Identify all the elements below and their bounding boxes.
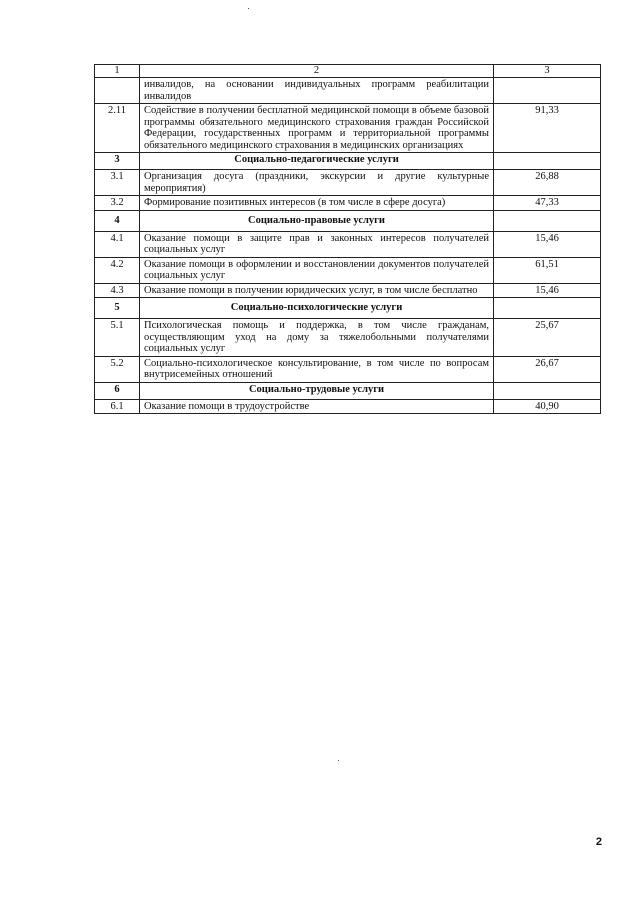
section-number: 5: [95, 298, 140, 319]
section-empty-cell: [494, 298, 601, 319]
service-name: Содействие в получении бесплатной медицинской помощи в объеме базовой программы обязательного медицинского страхования граждан Российской Федерации, государственных программ и территориальной программы обязательного медицинского страхования в медицинских организациях: [140, 104, 494, 153]
column-number-row: [95, 65, 601, 78]
row-number: 4.3: [95, 283, 140, 298]
service-price: 25,67: [494, 319, 601, 357]
service-price: 26,67: [494, 356, 601, 382]
service-name: Оказание помощи в получении юридических услуг, в том числе бесплатно: [140, 283, 494, 298]
table-row: [95, 78, 601, 104]
scan-speck: [338, 760, 339, 761]
service-name: Организация досуга (праздники, экскурсии и другие культурные мероприятия): [140, 170, 494, 196]
section-title: Социально-психологические услуги: [140, 298, 494, 319]
service-name: Социально-психологическое консультирование, в том числе по вопросам внутрисемейных отношений: [140, 356, 494, 382]
service-name: Психологическая помощь и поддержка, в том числе гражданам, осуществляющим уход на дому за тяжелобольными получателями социальных услуг: [140, 319, 494, 357]
section-number: 4: [95, 210, 140, 231]
section-title: Социально-педагогические услуги: [140, 153, 494, 170]
table-row: [95, 104, 601, 153]
service-price: 26,88: [494, 170, 601, 196]
table-row: [95, 283, 601, 298]
scan-speck: [248, 8, 249, 9]
column-number-3: 3: [494, 65, 601, 78]
service-price: 91,33: [494, 104, 601, 153]
row-number: 3.2: [95, 196, 140, 211]
section-empty-cell: [494, 153, 601, 170]
service-price: 15,46: [494, 283, 601, 298]
section-number: 3: [95, 153, 140, 170]
row-number: 6.1: [95, 399, 140, 414]
section-row: [95, 298, 601, 319]
row-number: 2.11: [95, 104, 140, 153]
service-price: 47,33: [494, 196, 601, 211]
section-number: 6: [95, 382, 140, 399]
services-tariff-table: [94, 64, 601, 414]
page-number: 2: [595, 836, 602, 848]
row-number: [95, 78, 140, 104]
service-name: Оказание помощи в защите прав и законных интересов получателей социальных услуг: [140, 231, 494, 257]
section-row: [95, 382, 601, 399]
service-price: [494, 78, 601, 104]
section-title: Социально-правовые услуги: [140, 210, 494, 231]
table-row: [95, 196, 601, 211]
table-row: [95, 257, 601, 283]
service-name: инвалидов, на основании индивидуальных программ реабилитации инвалидов: [140, 78, 494, 104]
service-price: 61,51: [494, 257, 601, 283]
column-number-2: 2: [140, 65, 494, 78]
service-price: 15,46: [494, 231, 601, 257]
service-name: Оказание помощи в оформлении и восстановлении документов получателей социальных услуг: [140, 257, 494, 283]
row-number: 4.2: [95, 257, 140, 283]
table-row: [95, 231, 601, 257]
column-number-1: 1: [95, 65, 140, 78]
section-empty-cell: [494, 210, 601, 231]
section-row: [95, 210, 601, 231]
section-title: Социально-трудовые услуги: [140, 382, 494, 399]
table-row: [95, 356, 601, 382]
row-number: 3.1: [95, 170, 140, 196]
row-number: 4.1: [95, 231, 140, 257]
service-name: Оказание помощи в трудоустройстве: [140, 399, 494, 414]
service-price: 40,90: [494, 399, 601, 414]
row-number: 5.1: [95, 319, 140, 357]
section-row: [95, 153, 601, 170]
table-row: [95, 170, 601, 196]
table-row: [95, 319, 601, 357]
row-number: 5.2: [95, 356, 140, 382]
service-name: Формирование позитивных интересов (в том числе в сфере досуга): [140, 196, 494, 211]
section-empty-cell: [494, 382, 601, 399]
table-row: [95, 399, 601, 414]
